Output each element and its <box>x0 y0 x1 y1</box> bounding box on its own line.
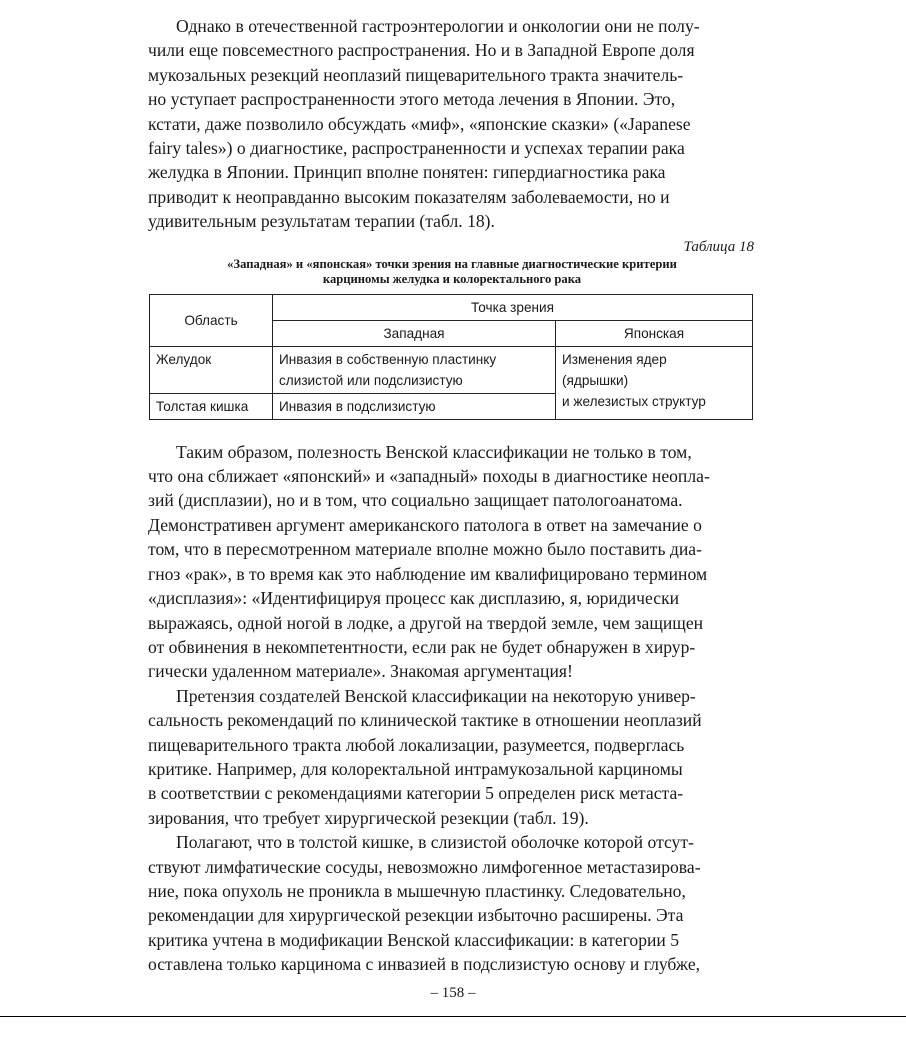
text-line: гноз «рак», в то время как это наблюдение им квалифицировано термином <box>148 563 708 584</box>
cell-area: Толстая кишка <box>150 393 273 419</box>
paragraph-1 <box>148 440 756 684</box>
text-line: Демонстративен аргумент американского патолога в ответ на замечание о <box>148 514 702 535</box>
page-number: – 158 – <box>430 985 476 1001</box>
table-label: Таблица 18 <box>683 238 754 255</box>
text-line: кстати, даже позволило обсуждать «миф», «японские сказки» («Japanese <box>148 113 691 134</box>
text-line: критика учтена в модификации Венской классификации: в категории 5 <box>148 929 680 950</box>
text-line: ствуют лимфатические сосуды, невозможно лимфогенное метастазирова- <box>148 856 701 877</box>
text-line: том, что в пересмотренном материале вполне можно было поставить диа- <box>148 539 702 560</box>
header-point-of-view: Точка зрения <box>273 294 753 320</box>
text-line: Однако в отечественной гастроэнтерологии и онкологии они не полу- <box>176 16 700 36</box>
text-line: ние, пока опухоль не проникла в мышечную пластинку. Следовательно, <box>148 880 686 901</box>
header-area: Область <box>150 294 273 346</box>
text-line: но уступает распространенности этого метода лечения в Японии. Это, <box>148 89 676 110</box>
text-line: зий (дисплазии), но и в том, что социально защищает патологоанатома. <box>148 490 683 511</box>
table-title-line: карциномы желудка и колоректального рака <box>322 272 582 287</box>
header-japanese: Японская <box>556 320 753 346</box>
cell-japanese-merged <box>556 346 753 419</box>
text-line: пищеварительного тракта любой локализации, разумеется, подверглась <box>148 734 685 755</box>
cell-line: (ядрышки) <box>562 372 629 388</box>
text-line: чили еще повсеместного распространения. Но и в Западной Европе доля <box>148 40 695 61</box>
text-line: зирования, что требует хирургической резекции (табл. 19). <box>148 807 589 828</box>
table-row <box>150 346 753 393</box>
text-line: оставлена только карцинома с инвазией в подслизистую основу и глубже, <box>148 954 701 975</box>
text-line: «дисплазия»: «Идентифицируя процесс как дисплазию, я, юридически <box>148 588 680 609</box>
text-line: Претензия создателей Венской классификации на некоторую универ- <box>176 685 696 706</box>
text-line: в соответствии с рекомендациями категории 5 определен риск метаста- <box>148 783 684 804</box>
bottom-rule <box>0 1016 906 1017</box>
table-title-line: «Западная» и «японская» точки зрения на главные диагностические критерии <box>227 256 677 271</box>
cell-area: Желудок <box>150 346 273 393</box>
header-western: Западная <box>273 320 556 346</box>
text-line: Полагают, что в толстой кишке, в слизистой оболочке которой отсут- <box>176 832 694 853</box>
text-line: что она сближает «японский» и «западный» походы в диагностике неопла- <box>148 466 710 487</box>
intro-paragraph <box>148 14 756 234</box>
table-title <box>154 257 750 288</box>
text-line: критике. Например, для колоректальной интрамукозальной карциномы <box>148 758 683 779</box>
text-line: сальность рекомендаций по клинической тактике в отношении неоплазий <box>148 710 702 731</box>
text-line: рекомендации для хирургической резекции избыточно расширены. Эта <box>148 905 684 926</box>
cell-western: Инвазия в собственную пластинку слизистой или подслизистую <box>273 346 556 393</box>
page-body <box>148 14 756 977</box>
text-line: мукозальных резекций неоплазий пищеварительного тракта значитель- <box>148 64 684 85</box>
cell-western: Инвазия в подслизистую <box>273 393 556 419</box>
text-line: гически удаленном материале». Знакомая аргументация! <box>148 661 573 682</box>
text-line: желудка в Японии. Принцип вполне понятен: гипердиагностика рака <box>148 162 666 183</box>
text-line: от обвинения в некомпетентности, если рак не будет обнаружен в хирур- <box>148 636 696 657</box>
text-line: приводит к неоправданно высоким показателям заболеваемости, но и <box>148 186 670 207</box>
cell-line: Изменения ядер <box>562 351 667 367</box>
text-line: fairy tales») о диагностике, распространенности и успехах терапии рака <box>148 138 685 159</box>
text-line: удивительным результатам терапии (табл. 18). <box>148 211 495 232</box>
cell-line: и железистых структур <box>562 393 706 409</box>
paragraph-2 <box>148 684 756 830</box>
text-line: выражаясь, одной ногой в лодке, а другой на твердой земле, чем защищен <box>148 612 704 633</box>
paragraph-3 <box>148 830 756 976</box>
text-line: Таким образом, полезность Венской классификации не только в том, <box>176 441 692 462</box>
criteria-table <box>149 294 753 420</box>
